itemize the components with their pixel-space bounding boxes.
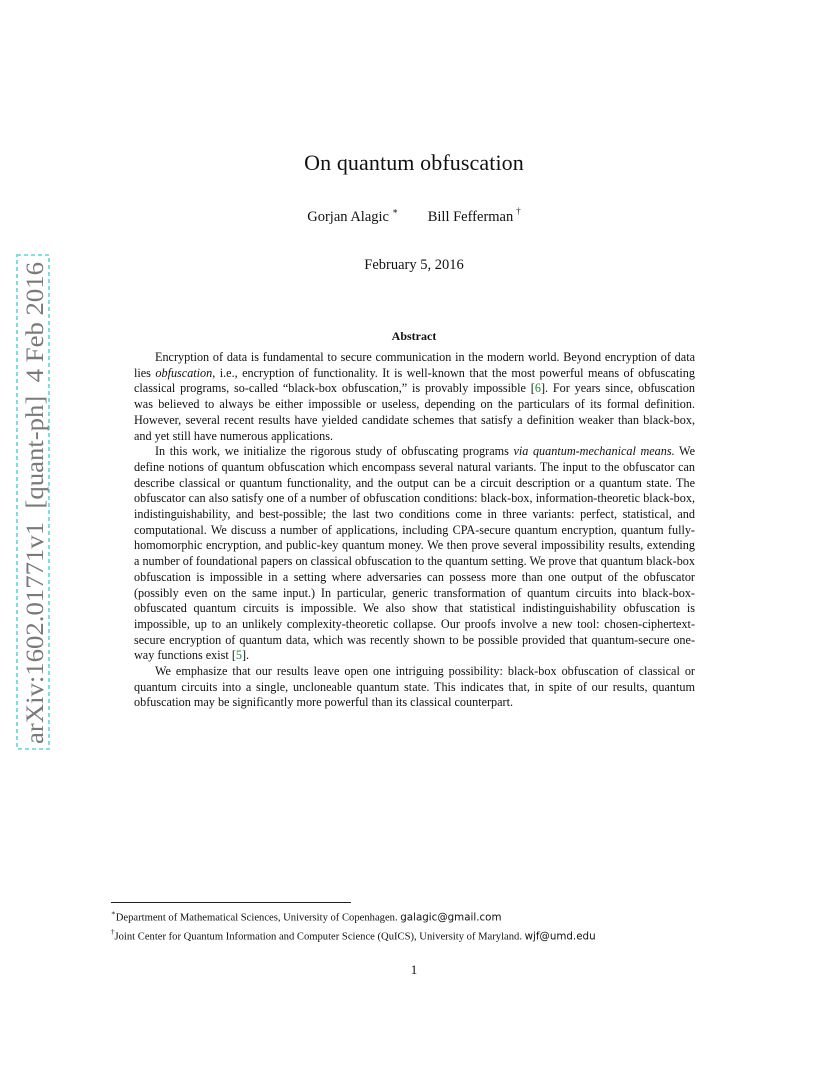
author-footnote-mark: † xyxy=(516,206,521,216)
footnote-alagic xyxy=(111,907,751,926)
author-alagic xyxy=(307,207,398,226)
arxiv-stamp xyxy=(14,252,52,752)
footnote-divider xyxy=(111,902,351,903)
footnote-mark: † xyxy=(111,927,115,936)
footnotes xyxy=(111,907,751,944)
email-address: galagic@gmail.com xyxy=(400,911,502,924)
footnote-text: Joint Center for Quantum Information and Computer Science (QuICS), University of Maryland. xyxy=(114,931,525,943)
abstract-paragraph-1: Encryption of data is fundamental to secure communication in the modern world. Beyond encryption of data lies obfuscation, i.e., encryption of functionality. It is well-known that the most powerful means of obfuscating classical programs, so-called “black-box obfuscation,” is provably impossible [6]. For years since, obfuscation was believed to always be either impossible or useless, depending on the particulars of its formal definition. However, several recent results have yielded candidate schemes that satisfy a definition weaker than black-box, and yet still have numerous applications. xyxy=(134,350,695,443)
email-address: wjf@umd.edu xyxy=(524,930,596,943)
abstract-body xyxy=(134,350,695,711)
author-list xyxy=(0,207,828,226)
emphasis: via quantum-mechanical means. xyxy=(513,444,675,459)
citation-link-6[interactable]: 6 xyxy=(534,381,541,396)
paper-title: On quantum obfuscation xyxy=(304,150,524,175)
author-name: Gorjan Alagic xyxy=(307,208,389,225)
abstract-heading: Abstract xyxy=(391,329,437,343)
footnote-mark: ∗ xyxy=(111,909,116,917)
abstract-paragraph-3: We emphasize that our results leave open one intriguing possibility: black-box obfuscation of classical or quantum circuits into a single, uncloneable quantum state. This indicates that, in spite of our results, quantum obfuscation may be significantly more powerful than its classical counterpart. xyxy=(134,664,695,710)
paper-date: February 5, 2016 xyxy=(364,257,464,273)
emphasis: obfuscation xyxy=(155,365,213,380)
arxiv-stamp-text: arXiv:1602.01771v1 [quant-ph] 4 Feb 2016 xyxy=(20,284,49,744)
footnote-fefferman xyxy=(111,926,751,945)
abstract-paragraph-2: In this work, we initialize the rigorous study of obfuscating programs via quantum-mechanical means. We define notions of quantum obfuscation which encompass several natural variants. The input to the obfuscator can describe classical or quantum functionality, and the output can be a circuit description or a quantum state. The obfuscator can also satisfy one of a number of obfuscation conditions: black-box, information-theoretic black-box, indistinguishability, and best-possible; the last two conditions come in three variants: perfect, statistical, and computational. We discuss a number of applications, including CPA-secure quantum encryption, quantum fully-homomorphic encryption, and public-key quantum money. We then prove several impossibility results, extending a number of foundational papers on classical obfuscation to the quantum setting. We prove that quantum black-box obfuscation is impossible in a setting where adversaries can possess more than one output of the obfuscator (possibly even on the same input.) In particular, generic transformation of quantum circuits into black-box-obfuscated quantum circuits is impossible. We also show that statistical indistinguishability obfuscation is impossible, up to an unlikely complexity-theoretic collapse. Our proofs involve a new tool: chosen-ciphertext-secure encryption of quantum data, which was recently shown to be possible provided that quantum-secure one-way functions exist [5]. xyxy=(134,444,695,663)
author-name: Bill Fefferman xyxy=(427,208,514,225)
author-footnote-mark: ∗ xyxy=(391,206,399,216)
footnote-text: Department of Mathematical Sciences, University of Copenhagen. xyxy=(115,912,401,924)
citation-link-5[interactable]: 5 xyxy=(235,648,242,663)
author-fefferman xyxy=(428,207,521,226)
page-number: 1 xyxy=(410,962,418,977)
